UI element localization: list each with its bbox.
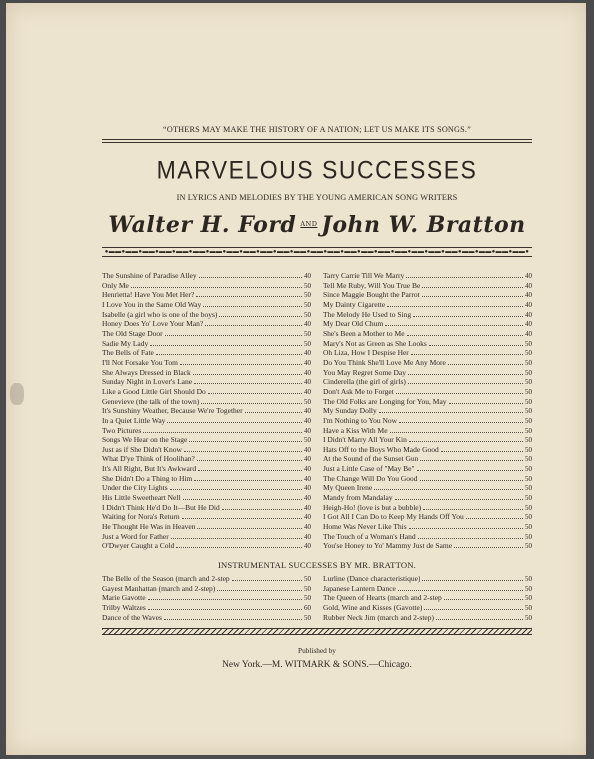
song-title: Tell Me Ruby, Will You True Be: [323, 280, 421, 290]
song-title: She Didn't Do a Thing to Him: [102, 473, 193, 483]
list-item: [102, 329, 311, 339]
song-title: She Always Dressed in Black: [102, 367, 191, 377]
list-item: [102, 348, 311, 358]
dot-leader: [171, 533, 302, 539]
list-item: [102, 281, 311, 291]
songs-column-left: [102, 271, 311, 551]
song-price: 40: [304, 455, 311, 464]
dot-leader: [436, 614, 523, 620]
list-item: [323, 290, 532, 300]
dot-leader: [148, 604, 302, 610]
list-item: [323, 503, 532, 513]
dot-leader: [156, 349, 302, 355]
dot-leader: [194, 378, 302, 384]
dot-leader: [395, 494, 523, 500]
song-title: His Little Sweetheart Nell: [102, 493, 181, 503]
list-item: [323, 512, 532, 522]
song-price: 50: [525, 503, 532, 512]
song-price: 50: [525, 594, 532, 603]
song-title: O'Dwyer Caught a Cold: [102, 541, 175, 551]
list-item: [323, 454, 532, 464]
dot-leader: [189, 436, 302, 442]
song-price: 50: [525, 416, 532, 425]
song-price: 50: [304, 575, 311, 584]
instrumental-column-left: [102, 574, 311, 622]
song-price: 40: [304, 445, 311, 454]
composer-names: [102, 212, 532, 238]
list-item: [323, 541, 532, 551]
song-title: Japanese Lantern Dance: [323, 583, 396, 593]
dot-leader: [417, 465, 523, 471]
song-price: 40: [304, 416, 311, 425]
song-price: 50: [304, 397, 311, 406]
list-item: [102, 445, 311, 455]
dot-leader: [164, 614, 302, 620]
dot-leader: [429, 340, 523, 346]
dot-leader: [165, 330, 302, 336]
list-item: [323, 593, 532, 603]
list-item: [323, 406, 532, 416]
song-price: 50: [525, 397, 532, 406]
song-title: Sunday Night in Lover's Lane: [102, 377, 193, 387]
song-price: 40: [525, 300, 532, 309]
list-item: [323, 613, 532, 623]
song-title: Do You Think She'll Love Me Any More: [323, 357, 446, 367]
dot-leader: [148, 594, 302, 600]
song-price: 40: [525, 291, 532, 300]
song-title: Genevieve (the talk of the town): [102, 396, 200, 406]
dot-leader: [409, 523, 523, 529]
song-title: I Love You in the Same Old Way: [102, 299, 202, 309]
published-by: Published by: [298, 646, 336, 656]
songs-list: [102, 271, 532, 551]
list-item: [102, 300, 311, 310]
song-price: 50: [525, 407, 532, 416]
song-title: Waiting for Nora's Return: [102, 512, 180, 522]
dot-leader: [408, 378, 523, 384]
list-item: [323, 522, 532, 532]
song-title: Cinderella (the girl of girls): [323, 377, 406, 387]
song-title: What D'ye Think of Hoolihan?: [102, 454, 195, 464]
song-title: The Melody He Used to Sing: [323, 309, 412, 319]
song-title: Tarry Carrie Till We Marry: [323, 271, 405, 280]
dot-leader: [196, 291, 302, 297]
song-price: 50: [304, 300, 311, 309]
list-item: [323, 387, 532, 397]
song-price: 50: [304, 436, 311, 445]
song-title: Sadie My Lady: [102, 338, 149, 348]
song-title: The Queen of Hearts (march and 2-step: [323, 593, 442, 603]
song-title: Oh Liza, How I Despise Her: [323, 348, 409, 358]
dot-leader: [449, 398, 523, 404]
list-item: [102, 532, 311, 542]
song-title: The Sunshine of Paradise Alley: [102, 271, 197, 280]
list-item: [102, 493, 311, 503]
list-item: [323, 426, 532, 436]
song-price: 50: [304, 281, 311, 290]
dot-leader: [411, 349, 523, 355]
list-item: [102, 483, 311, 493]
dot-leader: [398, 585, 523, 591]
list-item: [102, 310, 311, 320]
song-price: 50: [304, 329, 311, 338]
song-title: Have a Kiss With Me: [323, 425, 388, 435]
page-title: MARVELOUS SUCCESSES: [156, 155, 478, 185]
song-price: 40: [304, 387, 311, 396]
list-item: [102, 522, 311, 532]
list-item: [323, 329, 532, 339]
song-price: 50: [525, 426, 532, 435]
song-price: 50: [525, 436, 532, 445]
composer-2: John W. Bratton: [321, 212, 526, 238]
list-item: [323, 377, 532, 387]
dot-leader: [407, 330, 523, 336]
dot-leader: [422, 282, 523, 288]
list-item: [102, 541, 311, 551]
list-item: [102, 593, 311, 603]
dot-leader: [413, 311, 523, 317]
publisher-line: New York.—M. WITMARK & SONS.—Chicago.: [222, 660, 412, 671]
list-item: [102, 377, 311, 387]
song-title: Dance of the Waves: [102, 612, 162, 622]
song-title: Honey Does Yo' Love Your Man?: [102, 319, 204, 329]
song-title: Since Maggie Bought the Parrot: [323, 290, 420, 300]
song-title: The Bells of Fate: [102, 348, 154, 358]
list-item: [323, 603, 532, 613]
song-price: 50: [304, 310, 311, 319]
dot-leader: [180, 359, 302, 365]
dot-leader: [131, 282, 302, 288]
dot-leader: [208, 388, 302, 394]
song-title: You May Regret Some Day: [323, 367, 406, 377]
song-title: Mandy from Mandalay: [323, 493, 393, 503]
song-price: 40: [304, 513, 311, 522]
song-price: 40: [304, 503, 311, 512]
list-item: [323, 464, 532, 474]
song-price: 50: [525, 575, 532, 584]
list-item: [102, 464, 311, 474]
list-item: [102, 613, 311, 623]
song-price: 50: [525, 378, 532, 387]
song-price: 40: [525, 272, 532, 280]
dot-leader: [409, 436, 523, 442]
song-price: 40: [304, 426, 311, 435]
list-item: [102, 503, 311, 513]
dot-leader: [399, 417, 523, 423]
instrumental-heading: INSTRUMENTAL SUCCESSES BY MR. BRATTON.: [217, 560, 417, 571]
song-price: 50: [304, 584, 311, 593]
list-item: [102, 358, 311, 368]
song-price: 40: [304, 407, 311, 416]
dot-leader: [232, 575, 302, 581]
list-item: [323, 397, 532, 407]
song-price: 40: [304, 272, 311, 280]
list-item: [102, 584, 311, 594]
song-price: 50: [525, 474, 532, 483]
list-item: [102, 454, 311, 464]
dot-leader: [198, 465, 302, 471]
dot-leader: [387, 301, 523, 307]
song-title: My Queen Irene: [323, 483, 373, 493]
song-title: I Didn't Think He'd Do It—But He Did: [102, 502, 220, 512]
song-price: 50: [304, 339, 311, 348]
song-title: Just a Word for Father: [102, 531, 169, 541]
song-price: 50: [525, 484, 532, 493]
dot-leader: [167, 417, 302, 423]
song-title: My Sunday Dolly: [323, 406, 377, 416]
list-item: [102, 416, 311, 426]
composer-1: Walter H. Ford: [108, 212, 297, 238]
dot-leader: [205, 320, 302, 326]
list-item: [102, 406, 311, 416]
song-title: I Didn't Marry All Your Kin: [323, 435, 407, 445]
song-title: Isabelle (a girl who is one of the boys): [102, 309, 218, 319]
song-title: I'll Not Forsake You Tom: [102, 357, 178, 367]
dot-leader: [176, 542, 302, 548]
song-price: 50: [525, 368, 532, 377]
songs-column-right: [323, 271, 532, 551]
song-price: 50: [525, 339, 532, 348]
list-item: [102, 368, 311, 378]
dot-leader: [441, 446, 523, 452]
dot-leader: [448, 359, 523, 365]
dot-leader: [385, 320, 523, 326]
song-title: She's Been a Mother to Me: [323, 328, 405, 338]
song-title: Home Was Never Like This: [323, 522, 407, 532]
list-item: [102, 512, 311, 522]
song-title: Gayest Manhattan (march and 2-step): [102, 583, 216, 593]
dot-leader: [219, 311, 302, 317]
double-rule: [102, 139, 532, 143]
song-price: 40: [525, 329, 532, 338]
dot-leader: [444, 594, 523, 600]
list-item: [323, 493, 532, 503]
dot-leader: [183, 494, 302, 500]
dot-leader: [379, 407, 523, 413]
song-title: My Dear Old Chum: [323, 319, 384, 329]
song-title: It's Sunshiny Weather, Because We're Together: [102, 406, 243, 416]
song-title: Just a Little Case of "May Be": [323, 464, 415, 474]
song-price: 40: [525, 310, 532, 319]
dot-leader: [199, 272, 302, 278]
song-price: 40: [304, 532, 311, 541]
dot-leader: [170, 484, 302, 490]
song-title: At the Sound of the Sunset Gun: [323, 454, 419, 464]
list-item: [323, 416, 532, 426]
list-item: [323, 445, 532, 455]
song-title: Gold, Wine and Kisses (Gavotte): [323, 603, 423, 612]
song-price: 40: [304, 542, 311, 551]
song-title: Trilby Waltzes: [102, 603, 146, 612]
song-price: 50: [525, 542, 532, 551]
song-title: The Old Stage Door: [102, 328, 163, 338]
list-item: [323, 271, 532, 281]
rope-rule: [102, 628, 532, 635]
song-price: 40: [304, 378, 311, 387]
song-title: The Old Folks are Longing for You, May: [323, 396, 447, 406]
list-item: [323, 348, 532, 358]
song-price: 60: [304, 604, 311, 612]
dot-leader: [184, 446, 302, 452]
song-title: Hats Off to the Boys Who Made Good: [323, 444, 439, 454]
dot-leader: [150, 340, 302, 346]
song-price: 40: [304, 494, 311, 503]
list-item: [102, 603, 311, 613]
song-title: Two Pictures: [102, 425, 142, 435]
dot-leader: [422, 291, 523, 297]
dot-leader: [194, 475, 302, 481]
list-item: [102, 474, 311, 484]
instrumental-list: [102, 574, 532, 622]
song-price: 50: [525, 604, 532, 612]
song-price: 40: [304, 358, 311, 367]
song-price: 50: [525, 613, 532, 622]
song-title: The Belle of the Season (march and 2-step: [102, 574, 230, 584]
song-price: 50: [525, 532, 532, 541]
dot-leader: [374, 484, 523, 490]
song-title: Like a Good Little Girl Should Do: [102, 386, 206, 396]
song-title: Don't Ask Me to Forget: [323, 386, 394, 396]
song-price: 40: [525, 320, 532, 329]
song-title: In a Quiet Little Way: [102, 415, 166, 425]
list-item: [323, 358, 532, 368]
dot-leader: [203, 301, 302, 307]
song-price: 50: [525, 523, 532, 532]
paper-stain: [10, 383, 24, 405]
song-title: Mary's Not as Green as She Looks: [323, 338, 427, 348]
song-price: 50: [525, 358, 532, 367]
list-item: [323, 435, 532, 445]
song-title: Only Me: [102, 280, 129, 290]
dot-leader: [424, 604, 523, 610]
list-item: [323, 584, 532, 594]
song-title: Just as if She Didn't Know: [102, 444, 182, 454]
song-title: I'm Nothing to You Now: [323, 415, 398, 425]
song-price: 40: [304, 349, 311, 358]
song-title: Henrietta! Have You Met Her?: [102, 290, 195, 300]
song-price: 50: [304, 613, 311, 622]
dot-leader: [422, 575, 523, 581]
list-item: [323, 281, 532, 291]
song-title: Rubber Neck Jim (march and 2-step): [323, 612, 435, 622]
list-item: [102, 387, 311, 397]
list-item: [102, 339, 311, 349]
song-title: Under the City Lights: [102, 483, 168, 493]
song-title: Heigh-Ho! (love is but a bubble): [323, 502, 422, 512]
song-price: 50: [304, 291, 311, 300]
song-price: 40: [525, 281, 532, 290]
dot-leader: [408, 369, 523, 375]
dot-leader: [222, 504, 302, 510]
song-title: The Change Will Do You Good: [323, 473, 418, 483]
dot-leader: [197, 455, 302, 461]
list-item: [323, 574, 532, 584]
song-price: 50: [525, 445, 532, 454]
dot-leader: [245, 407, 302, 413]
list-item: [323, 339, 532, 349]
dot-leader: [420, 455, 523, 461]
list-item: [102, 397, 311, 407]
list-item: [102, 435, 311, 445]
song-price: 50: [525, 513, 532, 522]
dot-leader: [406, 272, 523, 278]
dot-leader: [182, 513, 302, 519]
list-item: [102, 271, 311, 281]
motto: “OTHERS MAY MAKE THE HISTORY OF A NATION; LET US MAKE ITS SONGS.”: [163, 125, 471, 134]
dot-leader: [396, 388, 523, 394]
dot-leader: [454, 542, 523, 548]
song-price: 50: [525, 584, 532, 593]
ornamental-rule: ●▬▬●▬▬●▬▬●▬▬●▬▬●▬▬●▬▬●▬▬●▬▬●▬▬●▬▬●▬▬●▬▬●▬▬●▬▬●▬▬●▬▬●▬▬●▬▬●▬▬●▬▬●▬▬●▬▬●▬▬●▬▬●: [102, 247, 532, 261]
catalog-content: [102, 121, 532, 670]
song-title: It's All Right, But It's Awkward: [102, 464, 197, 474]
song-price: 40: [304, 320, 311, 329]
song-price: 40: [304, 474, 311, 483]
and-label: AND: [300, 220, 318, 228]
instrumental-column-right: [323, 574, 532, 622]
song-price: 40: [304, 368, 311, 377]
list-item: [102, 319, 311, 329]
song-title: I Got All I Can Do to Keep My Hands Off You: [323, 512, 464, 522]
list-item: [102, 426, 311, 436]
song-title: Lurline (Dance characteristique): [323, 574, 421, 584]
subtitle: IN LYRICS AND MELODIES BY THE YOUNG AMERICAN SONG WRITERS: [176, 193, 458, 202]
song-price: 50: [525, 455, 532, 464]
song-title: My Dainty Cigarette: [323, 299, 386, 309]
dot-leader: [193, 369, 302, 375]
dot-leader: [217, 585, 302, 591]
song-title: The Touch of a Woman's Hand: [323, 531, 416, 541]
dot-leader: [201, 398, 302, 404]
dot-leader: [390, 427, 523, 433]
list-item: [323, 368, 532, 378]
dot-leader: [423, 504, 523, 510]
list-item: [323, 310, 532, 320]
list-item: [323, 300, 532, 310]
song-price: 50: [525, 349, 532, 358]
list-item: [323, 474, 532, 484]
song-price: 50: [525, 494, 532, 503]
song-title: Marie Gavotte: [102, 593, 146, 603]
list-item: [102, 290, 311, 300]
list-item: [323, 319, 532, 329]
song-price: 40: [304, 465, 311, 474]
list-item: [323, 532, 532, 542]
dot-leader: [420, 475, 523, 481]
sheet-music-back-cover: [6, 3, 586, 755]
dot-leader: [418, 533, 523, 539]
dot-leader: [197, 523, 302, 529]
song-price: 40: [304, 484, 311, 493]
list-item: [102, 574, 311, 584]
song-price: 50: [525, 465, 532, 474]
song-price: 50: [304, 594, 311, 603]
dot-leader: [143, 427, 302, 433]
list-item: [323, 483, 532, 493]
song-title: Songs We Hear on the Stage: [102, 435, 188, 445]
song-title: He Thought He Was in Heaven: [102, 522, 196, 532]
song-price: 40: [304, 523, 311, 532]
dot-leader: [466, 513, 523, 519]
song-title: You'se Honey to Yo' Mammy Just de Same: [323, 541, 453, 551]
song-price: 50: [525, 387, 532, 396]
